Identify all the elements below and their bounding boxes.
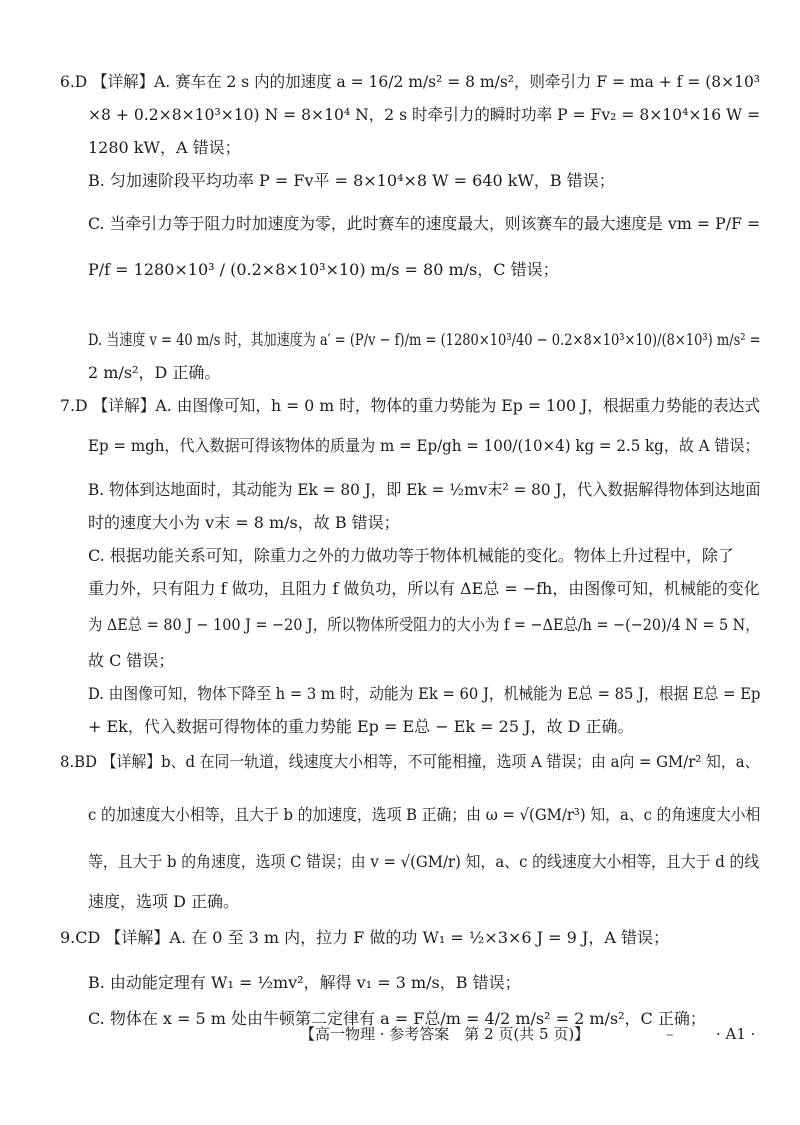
text-line: 等，且大于 b 的角速度，选项 C 错误；由 v = √(GM/r) 知，a、c 的线速度大小相等，且大于 d 的线 xyxy=(88,852,760,871)
text-line: 2 m/s²，D 正确。 xyxy=(88,363,221,382)
text-line: + Ek，代入数据可得物体的重力势能 Ep = E总 − Ek = 25 J，故 D 正确。 xyxy=(88,717,634,736)
text-line: 7.D 【详解】A. 由图像可知，h = 0 m 时，物体的重力势能为 Ep = 100 J，根据重力势能的表达式 xyxy=(60,396,761,415)
text-line: c 的加速度大小相等，且大于 b 的加速度，选项 B 正确；由 ω = √(GM/r³) 知，a、c 的角速度大小相 xyxy=(88,805,761,824)
text-line: B. 匀加速阶段平均功率 P = Fv平 = 8×10⁴×8 W = 640 kW，B 错误； xyxy=(88,171,615,190)
text-line: 重力外，只有阻力 f 做功，且阻力 f 做负功，所以有 ΔE总 = −fh，由图像可知，机械能的变化 xyxy=(88,579,760,598)
text-line: 8.BD 【详解】b、d 在同一轨道，线速度大小相等，不可能相撞，选项 A 错误；由 a向 = GM/r² 知，a、 xyxy=(60,752,760,771)
text-line: 故 C 错误； xyxy=(88,651,175,670)
text-line: 6.D 【详解】A. 赛车在 2 s 内的加速度 a = 16/2 m/s² = 8 m/s²，则牵引力 F = ma + f = (8×10³ xyxy=(60,72,761,91)
footer-title: 【高一物理 · 参考答案 第 2 页(共 5 页)】 xyxy=(300,1025,590,1043)
footer-mark: – xyxy=(666,1025,674,1043)
text-line: C. 物体在 x = 5 m 处由牛顿第二定律有 a = F总/m = 4/2 m/s² = 2 m/s²，C 正确； xyxy=(88,1009,706,1028)
text-line: D. 当速度 v = 40 m/s 时，其加速度为 a′ = (P/v − f)/m = (1280×10³/40 − 0.2×8×10³×10)/(8×10³) m/s² = xyxy=(88,330,761,349)
text-line: P/f = 1280×10³ / (0.2×8×10³×10) m/s = 80 m/s，C 错误； xyxy=(88,260,559,279)
text-line: C. 当牵引力等于阻力时加速度为零，此时赛车的速度最大，则该赛车的最大速度是 vm = P/F = xyxy=(88,214,761,233)
text-line: C. 根据功能关系可知，除重力之外的力做功等于物体机械能的变化。物体上升过程中，除了 xyxy=(88,546,734,565)
text-line: Ep = mgh，代入数据可得该物体的质量为 m = Ep/gh = 100/(10×4) kg = 2.5 kg，故 A 错误； xyxy=(88,436,760,455)
text-line: 时的速度大小为 v末 = 8 m/s，故 B 错误； xyxy=(88,513,400,532)
text-line: 为 ΔE总 = 80 J − 100 J = −20 J，所以物体所受阻力的大小为 f = −ΔE总/h = −(−20)/4 N = 5 N， xyxy=(88,615,760,634)
text-line: B. 由动能定理有 W₁ = ½mv²，解得 v₁ = 3 m/s，B 错误； xyxy=(88,973,521,992)
text-line: ×8 + 0.2×8×10³×10) N = 8×10⁴ N，2 s 时牵引力的瞬时功率 P = Fv₂ = 8×10⁴×16 W = xyxy=(88,105,761,124)
text-line: D. 由图像可知，物体下降至 h = 3 m 时，动能为 Ek = 60 J，机械能为 E总 = 85 J，根据 E总 = Ep xyxy=(88,684,761,703)
text-line: 速度，选项 D 正确。 xyxy=(88,892,240,911)
text-line: 9.CD 【详解】A. 在 0 至 3 m 内，拉力 F 做的功 W₁ = ½×3×6 J = 9 J，A 错误； xyxy=(60,928,669,947)
text-line: B. 物体到达地面时，其动能为 Ek = 80 J，即 Ek = ½mv末² = 80 J，代入数据解得物体到达地面 xyxy=(88,480,761,499)
footer-page-code: · A1 · xyxy=(716,1025,756,1043)
text-line: 1280 kW，A 错误； xyxy=(88,138,241,157)
